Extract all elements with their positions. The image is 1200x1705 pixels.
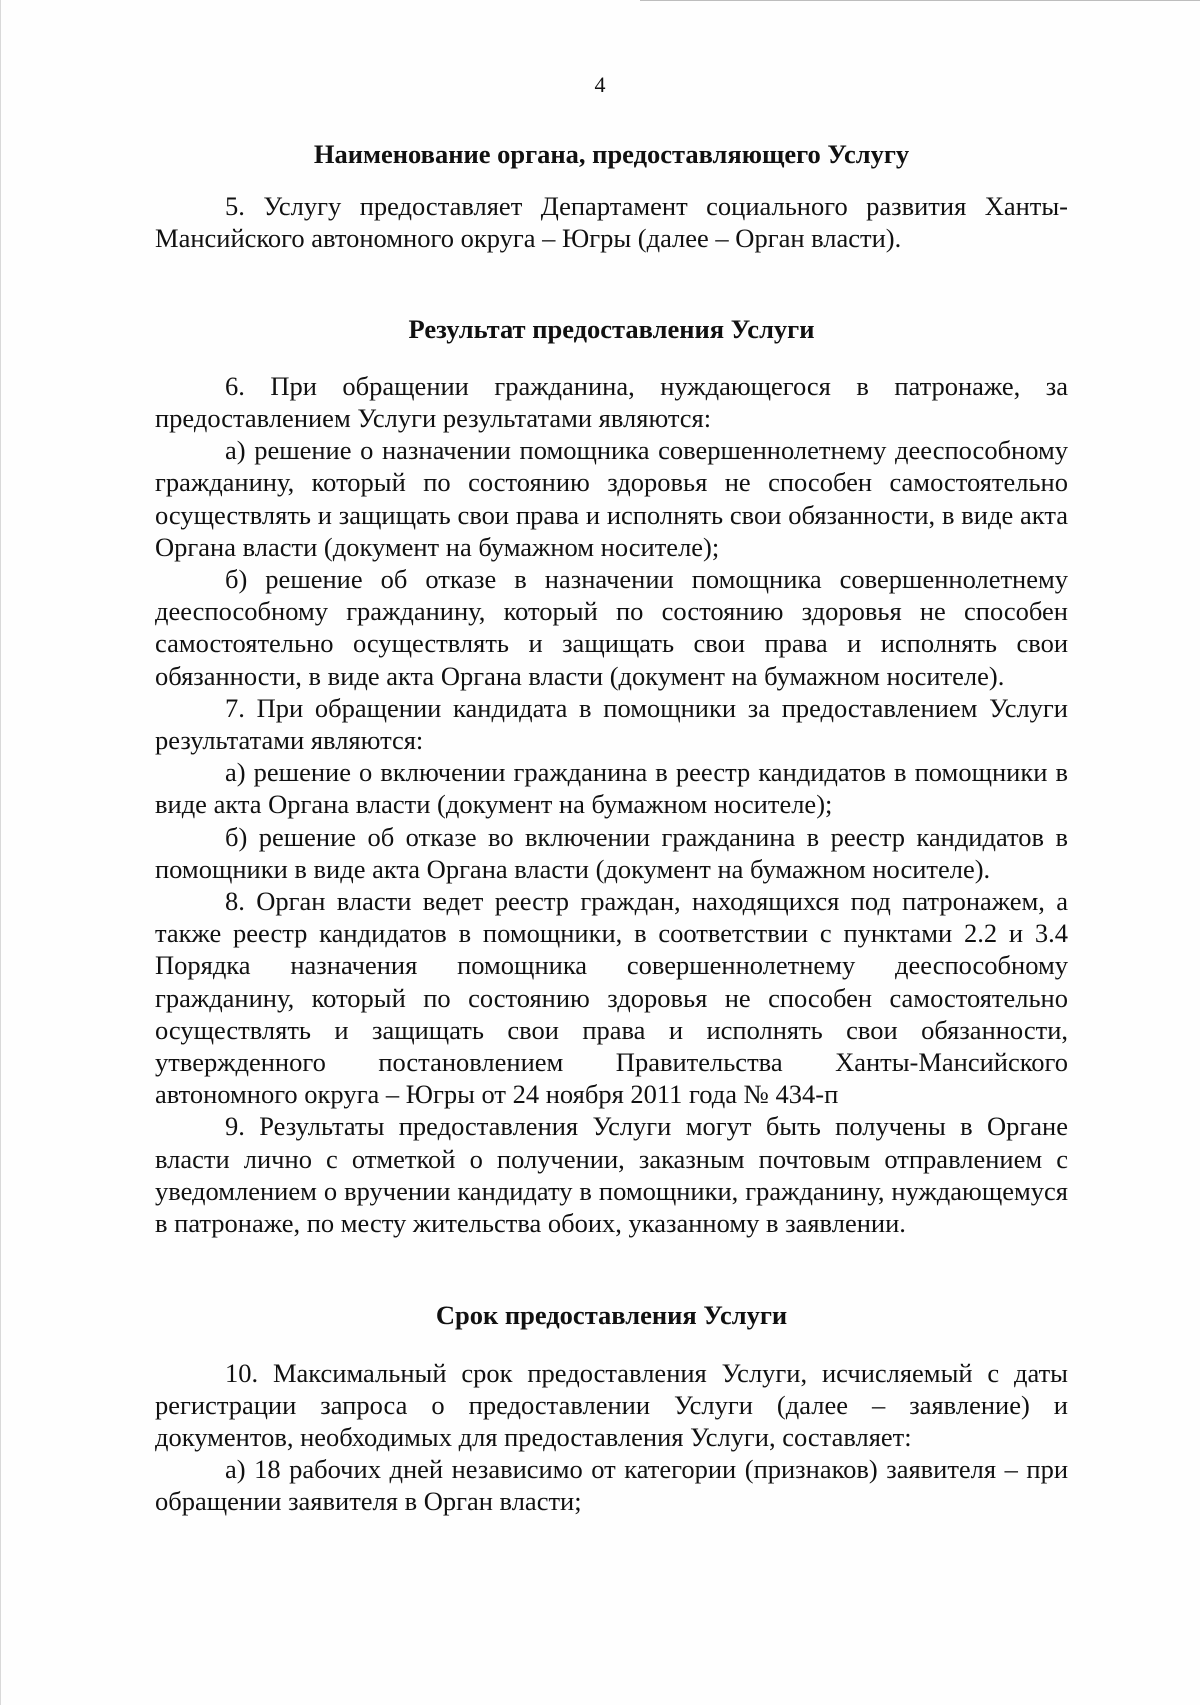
document-body — [155, 138, 1068, 1518]
section-heading-provider: Наименование органа, предоставляющего Услугу — [313, 139, 910, 169]
paragraph-6a: а) решение о назначении помощника совершеннолетнему дееспособному гражданину, который по состоянию здоровья не способен самостоятельно осуществлять и защищать свои права и исполнять свои обязанности, в виде акта Органа власти (документ на бумажном носителе); — [155, 435, 1068, 562]
paragraph-6b: б) решение об отказе в назначении помощника совершеннолетнему дееспособному гражданину, который по состоянию здоровья не способен самостоятельно осуществлять и защищать свои права и исполнять свои обязанности, в виде акта Органа власти (документ на бумажном носителе). — [155, 564, 1068, 691]
scan-artifact-top-line — [640, 0, 1200, 1]
paragraph-8: 8. Орган власти ведет реестр граждан, находящихся под патронажем, а также реестр кандидатов в помощники, в соответствии с пунктами 2.2 и 3.4 Порядка назначения помощника совершеннолетнему дееспособному гражданину, который по состоянию здоровья не способен самостоятельно осуществлять и защищать свои права и исполнять свои обязанности, утвержденного постановлением Правительства Ханты-Мансийского автономного округа – Югры от 24 ноября 2011 года № 434-п — [155, 886, 1068, 1110]
paragraph-7b: б) решение об отказе во включении гражданина в реестр кандидатов в помощники в виде акта Органа власти (документ на бумажном носителе). — [155, 821, 1068, 884]
section-heading-result: Результат предоставления Услуги — [408, 313, 815, 344]
scan-artifact-left-edge — [0, 0, 1, 1705]
page-number: 4 — [594, 72, 606, 97]
section-heading-term: Срок предоставления Услуги — [435, 1300, 788, 1331]
paragraph-7: 7. При обращении кандидата в помощники за предоставлением Услуги результатами являются: — [155, 692, 1068, 756]
paragraph-10a: а) 18 рабочих дней независимо от категории (признаков) заявителя – при обращении заявителя в Орган власти; — [155, 1454, 1068, 1517]
paragraph-9: 9. Результаты предоставления Услуги могут быть получены в Органе власти лично с отметкой о получении, заказным почтовым отправлением с уведомлением о вручении кандидату в помощники, гражданину, нуждающемуся в патронаже, по месту жительства обоих, указанному в заявлении. — [155, 1111, 1068, 1239]
paragraph-6: 6. При обращении гражданина, нуждающегося в патронаже, за предоставлением Услуги результатами являются: — [155, 370, 1068, 434]
paragraph-10: 10. Максимальный срок предоставления Услуги, исчисляемый с даты регистрации запроса о предоставлении Услуги (далее – заявление) и документов, необходимых для предоставления Услуги, составляет: — [155, 1357, 1068, 1452]
paragraph-5: 5. Услугу предоставляет Департамент социального развития Ханты-Мансийского автономного округа – Югры (далее – Орган власти). — [155, 191, 1068, 254]
paragraph-7a: а) решение о включении гражданина в реестр кандидатов в помощники в виде акта Органа власти (документ на бумажном носителе); — [155, 757, 1068, 820]
